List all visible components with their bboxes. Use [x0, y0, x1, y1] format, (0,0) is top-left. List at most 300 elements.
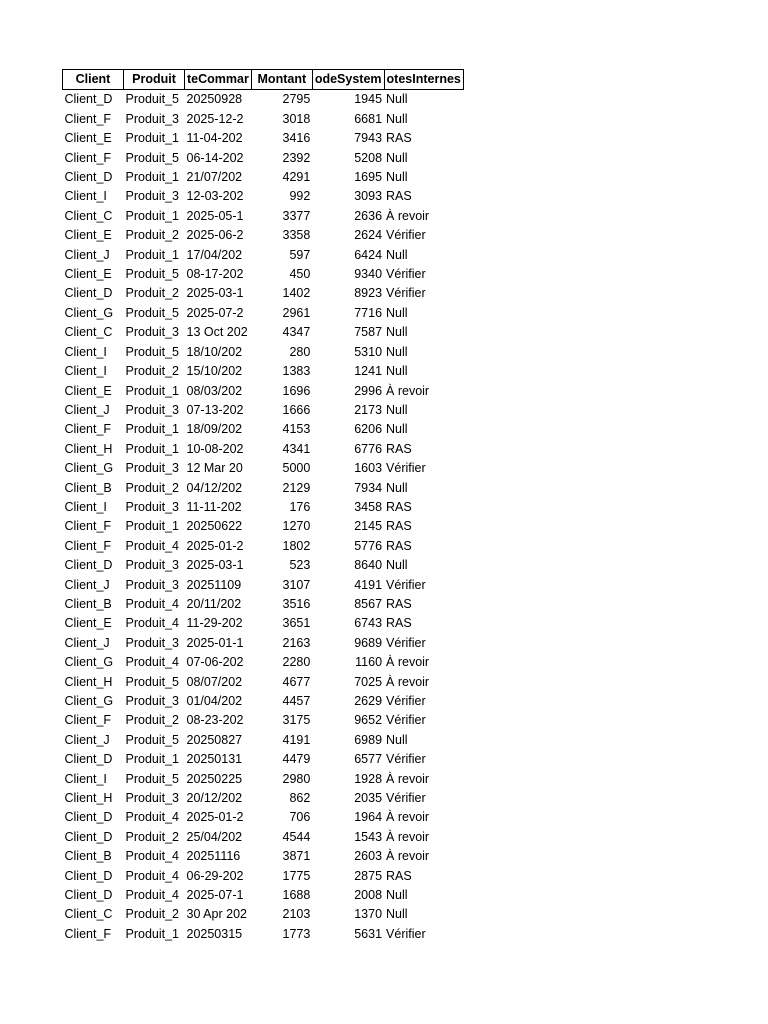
cell-date-commande[interactable]: 08/07/202	[186, 674, 243, 689]
cell-code-systeme[interactable]: 2173	[354, 402, 383, 417]
cell-produit[interactable]: Produit_5	[125, 771, 180, 786]
cell-produit[interactable]: Produit_1	[125, 383, 180, 398]
cell-notes-internes[interactable]: Vérifier	[386, 791, 426, 806]
cell-date-commande[interactable]: 20250225	[186, 771, 243, 786]
cell-client[interactable]: Client_E	[64, 228, 112, 243]
cell-montant[interactable]: 4544	[282, 829, 311, 844]
table-row	[63, 886, 464, 905]
cell-montant[interactable]: 2795	[282, 92, 311, 107]
cell-code-systeme[interactable]: 7943	[354, 131, 383, 146]
cell-code-systeme[interactable]: 1160	[355, 655, 383, 670]
cell-client[interactable]: Client_F	[64, 926, 112, 941]
table-row	[63, 673, 464, 692]
cell-montant[interactable]: 4347	[282, 325, 311, 340]
cell-date-commande[interactable]: 07-06-202	[186, 655, 244, 670]
cell-code-systeme[interactable]: 1695	[354, 170, 383, 185]
cell-produit[interactable]: Produit_1	[125, 170, 180, 185]
cell-notes-internes[interactable]: RAS	[386, 616, 412, 631]
cell-code-systeme[interactable]: 6424	[354, 247, 383, 262]
cell-produit[interactable]: Produit_1	[125, 422, 180, 437]
cell-client[interactable]: Client_E	[64, 131, 112, 146]
cell-code-systeme[interactable]: 3458	[354, 499, 383, 514]
cell-notes-internes[interactable]: Null	[386, 170, 408, 185]
cell-client[interactable]: Client_F	[64, 422, 112, 437]
cell-produit[interactable]: Produit_2	[125, 364, 180, 379]
table-row	[63, 362, 464, 381]
cell-montant[interactable]: 3871	[282, 849, 311, 864]
cell-date-commande[interactable]: 20251109	[186, 577, 242, 592]
cell-code-systeme[interactable]: 2636	[354, 208, 383, 223]
cell-notes-internes[interactable]: Null	[386, 325, 408, 340]
table-row	[63, 343, 464, 362]
cell-date-commande[interactable]: 18/10/202	[186, 344, 243, 359]
cell-client[interactable]: Client_H	[64, 441, 113, 456]
cell-client[interactable]: Client_D	[64, 286, 113, 301]
cell-montant[interactable]: 706	[289, 810, 311, 825]
cell-notes-internes[interactable]: RAS	[386, 131, 412, 146]
cell-montant[interactable]: 450	[289, 267, 311, 282]
cell-client[interactable]: Client_J	[64, 732, 110, 747]
cell-client[interactable]: Client_F	[64, 713, 112, 728]
cell-date-commande[interactable]: 13 Oct 202	[186, 325, 248, 340]
table-row	[63, 382, 464, 401]
cell-code-systeme[interactable]: 2624	[354, 228, 383, 243]
cell-produit[interactable]: Produit_5	[125, 92, 180, 107]
cell-montant[interactable]: 597	[289, 247, 311, 262]
cell-produit[interactable]: Produit_3	[125, 402, 180, 417]
header-notes-internes[interactable]: otesInternes	[384, 70, 463, 90]
cell-produit[interactable]: Produit_4	[125, 538, 180, 553]
table-row	[63, 828, 464, 847]
cell-date-commande[interactable]: 12 Mar 20	[186, 461, 243, 476]
cell-notes-internes[interactable]: Null	[386, 422, 408, 437]
cell-date-commande[interactable]: 11-04-202	[186, 131, 243, 146]
cell-client[interactable]: Client_F	[64, 150, 112, 165]
cell-montant[interactable]: 3651	[282, 616, 311, 631]
cell-date-commande[interactable]: 20/11/202	[186, 596, 242, 611]
cell-code-systeme[interactable]: 2008	[354, 888, 383, 903]
cell-code-systeme[interactable]: 2629	[354, 694, 383, 708]
cell-code-systeme[interactable]: 8923	[354, 286, 383, 301]
cell-notes-internes[interactable]: Vérifier	[386, 228, 426, 243]
cell-produit[interactable]: Produit_3	[125, 577, 180, 592]
cell-notes-internes[interactable]: Vérifier	[386, 926, 426, 941]
cell-client[interactable]: Client_H	[64, 791, 113, 806]
table-row	[63, 634, 464, 653]
cell-notes-internes[interactable]: Null	[386, 344, 408, 359]
cell-notes-internes[interactable]: Vérifier	[386, 286, 426, 301]
cell-client[interactable]: Client_H	[64, 674, 113, 689]
cell-date-commande[interactable]: 07-13-202	[186, 402, 244, 417]
cell-code-systeme[interactable]: 8567	[354, 596, 383, 611]
cell-client[interactable]: Client_D	[64, 92, 113, 107]
cell-produit[interactable]: Produit_3	[125, 635, 180, 650]
cell-date-commande[interactable]: 21/07/202	[186, 170, 243, 185]
cell-notes-internes[interactable]: RAS	[386, 538, 412, 553]
cell-montant[interactable]: 3377	[282, 208, 311, 223]
cell-date-commande[interactable]: 11-29-202	[186, 616, 243, 631]
table-row	[63, 168, 464, 187]
cell-produit[interactable]: Produit_5	[125, 674, 180, 689]
table-row	[63, 420, 464, 439]
cell-client[interactable]: Client_B	[64, 849, 112, 864]
cell-date-commande[interactable]: 20251116	[186, 849, 241, 864]
cell-montant[interactable]: 3416	[282, 131, 311, 146]
cell-montant[interactable]: 1775	[282, 868, 311, 883]
cell-montant[interactable]: 862	[289, 791, 311, 806]
cell-code-systeme[interactable]: 7934	[354, 480, 383, 495]
cell-client[interactable]: Client_F	[64, 538, 112, 553]
cell-produit[interactable]: Produit_1	[125, 441, 180, 456]
cell-montant[interactable]: 3358	[282, 228, 311, 243]
table-row	[63, 284, 464, 303]
cell-code-systeme[interactable]: 8640	[354, 558, 383, 573]
cell-code-systeme[interactable]: 3093	[354, 189, 383, 204]
header-client[interactable]: Client	[63, 70, 124, 90]
header-row	[63, 70, 464, 90]
cell-notes-internes[interactable]: Null	[386, 364, 408, 379]
cell-montant[interactable]: 2961	[282, 305, 311, 320]
cell-code-systeme[interactable]: 4191	[354, 577, 383, 592]
cell-montant[interactable]: 3175	[282, 713, 311, 728]
table-row	[63, 808, 464, 827]
cell-produit[interactable]: Produit_3	[125, 558, 180, 573]
cell-code-systeme[interactable]: 6989	[354, 732, 383, 747]
cell-notes-internes[interactable]: Vérifier	[386, 694, 426, 708]
cell-date-commande[interactable]: 20250827	[186, 732, 243, 747]
cell-produit[interactable]: Produit_2	[125, 907, 180, 922]
cell-produit[interactable]: Produit_3	[125, 461, 180, 476]
cell-client[interactable]: Client_I	[64, 344, 107, 359]
cell-produit[interactable]: Produit_1	[125, 131, 180, 146]
cell-code-systeme[interactable]: 2875	[354, 868, 383, 883]
cell-code-systeme[interactable]: 7587	[354, 325, 383, 340]
cell-produit[interactable]: Produit_3	[125, 111, 180, 126]
cell-date-commande[interactable]: 20/12/202	[186, 791, 243, 806]
cell-produit[interactable]: Produit_4	[125, 616, 180, 631]
cell-code-systeme[interactable]: 1928	[354, 771, 383, 786]
cell-date-commande[interactable]: 20250928	[186, 92, 243, 107]
cell-date-commande[interactable]: 2025-07-2	[186, 305, 244, 320]
cell-notes-internes[interactable]: Null	[386, 558, 408, 573]
cell-produit[interactable]: Produit_4	[125, 849, 180, 864]
cell-date-commande[interactable]: 20250622	[186, 519, 243, 534]
cell-code-systeme[interactable]: 9689	[354, 635, 383, 650]
cell-montant[interactable]: 1383	[282, 364, 311, 379]
cell-client[interactable]: Client_I	[64, 189, 107, 204]
cell-date-commande[interactable]: 20250315	[186, 926, 243, 941]
cell-montant[interactable]: 2280	[282, 655, 311, 670]
cell-date-commande[interactable]: 2025-03-1	[186, 286, 244, 301]
cell-code-systeme[interactable]: 1945	[354, 92, 383, 107]
cell-client[interactable]: Client_I	[64, 364, 107, 379]
cell-client[interactable]: Client_C	[64, 208, 113, 223]
cell-produit[interactable]: Produit_5	[125, 732, 180, 747]
cell-montant[interactable]: 2103	[282, 907, 311, 922]
table-row	[63, 498, 464, 517]
cell-code-systeme[interactable]: 2035	[354, 791, 383, 806]
cell-montant[interactable]: 1666	[282, 402, 311, 417]
cell-produit[interactable]: Produit_3	[125, 499, 180, 514]
cell-notes-internes[interactable]: Vérifier	[386, 752, 426, 767]
cell-date-commande[interactable]: 25/04/202	[186, 829, 243, 844]
cell-date-commande[interactable]: 17/04/202	[186, 247, 243, 262]
cell-client[interactable]: Client_J	[64, 635, 110, 650]
cell-notes-internes[interactable]: Null	[386, 888, 408, 903]
cell-produit[interactable]: Produit_2	[125, 286, 180, 301]
header-code-systeme[interactable]: odeSystem	[312, 70, 384, 90]
cell-date-commande[interactable]: 11-11-202	[186, 499, 242, 514]
cell-code-systeme[interactable]: 1964	[354, 810, 383, 825]
cell-client[interactable]: Client_I	[64, 771, 107, 786]
cell-notes-internes[interactable]: RAS	[386, 441, 412, 456]
cell-notes-internes[interactable]: À revoir	[386, 849, 430, 864]
cell-code-systeme[interactable]: 9652	[354, 713, 383, 728]
cell-montant[interactable]: 4153	[282, 422, 311, 437]
header-produit[interactable]: Produit	[124, 70, 185, 90]
cell-notes-internes[interactable]: RAS	[386, 868, 412, 883]
cell-produit[interactable]: Produit_1	[125, 752, 180, 767]
cell-montant[interactable]: 4457	[282, 694, 311, 708]
cell-client[interactable]: Client_G	[64, 461, 114, 476]
cell-code-systeme[interactable]: 2996	[354, 383, 383, 398]
cell-client[interactable]: Client_D	[64, 752, 113, 767]
cell-montant[interactable]: 2163	[282, 635, 311, 650]
table-row	[63, 867, 464, 886]
table-body	[63, 90, 464, 944]
cell-montant[interactable]: 1773	[282, 926, 311, 941]
table-row	[63, 207, 464, 226]
cell-code-systeme[interactable]: 6577	[354, 752, 383, 767]
cell-client[interactable]: Client_J	[64, 402, 110, 417]
cell-client[interactable]: Client_D	[64, 888, 113, 903]
cell-montant[interactable]: 280	[289, 344, 311, 359]
cell-montant[interactable]: 2392	[282, 150, 311, 165]
table-row	[63, 925, 464, 944]
cell-produit[interactable]: Produit_3	[125, 325, 180, 340]
cell-notes-internes[interactable]: Null	[386, 402, 408, 417]
cell-client[interactable]: Client_E	[64, 383, 112, 398]
cell-montant[interactable]: 2129	[282, 480, 311, 495]
cell-notes-internes[interactable]: RAS	[386, 499, 412, 514]
table-row	[63, 110, 464, 129]
cell-montant[interactable]: 5000	[282, 461, 311, 476]
cell-produit[interactable]: Produit_4	[125, 596, 180, 611]
cell-produit[interactable]: Produit_2	[125, 829, 180, 844]
cell-date-commande[interactable]: 08-17-202	[186, 267, 244, 282]
cell-code-systeme[interactable]: 6743	[354, 616, 383, 631]
cell-montant[interactable]: 1802	[282, 538, 311, 553]
cell-date-commande[interactable]: 04/12/202	[186, 480, 243, 495]
table-row	[63, 226, 464, 245]
cell-notes-internes[interactable]: À revoir	[386, 208, 430, 223]
cell-produit[interactable]: Produit_2	[125, 228, 180, 243]
cell-notes-internes[interactable]: RAS	[386, 596, 412, 611]
table-row	[63, 614, 464, 633]
cell-produit[interactable]: Produit_5	[125, 305, 180, 320]
cell-montant[interactable]: 3107	[282, 577, 311, 592]
cell-produit[interactable]: Produit_4	[125, 868, 180, 883]
cell-client[interactable]: Client_J	[64, 577, 110, 592]
cell-notes-internes[interactable]: Null	[386, 92, 408, 107]
cell-client[interactable]: Client_E	[64, 616, 112, 631]
cell-produit[interactable]: Produit_3	[125, 189, 180, 204]
cell-notes-internes[interactable]: Vérifier	[386, 713, 426, 728]
header-montant[interactable]: Montant	[251, 70, 312, 90]
cell-client[interactable]: Client_D	[64, 170, 113, 185]
cell-code-systeme[interactable]: 6206	[354, 422, 383, 437]
cell-montant[interactable]: 3018	[282, 111, 311, 126]
cell-date-commande[interactable]: 06-29-202	[186, 868, 244, 883]
cell-client[interactable]: Client_B	[64, 596, 112, 611]
cell-date-commande[interactable]: 2025-01-2	[186, 538, 244, 553]
cell-code-systeme[interactable]: 1370	[354, 907, 383, 922]
cell-client[interactable]: Client_C	[64, 907, 113, 922]
cell-client[interactable]: Client_G	[64, 305, 114, 320]
header-date-commande[interactable]: teCommar	[185, 70, 252, 90]
table-row	[63, 246, 464, 265]
cell-code-systeme[interactable]: 6776	[354, 441, 383, 456]
cell-notes-internes[interactable]: Vérifier	[386, 577, 426, 592]
cell-produit[interactable]: Produit_3	[125, 791, 180, 806]
cell-date-commande[interactable]: 2025-01-1	[186, 635, 244, 650]
cell-notes-internes[interactable]: Null	[386, 111, 408, 126]
table-row	[63, 692, 464, 711]
cell-produit[interactable]: Produit_1	[125, 926, 180, 941]
cell-client[interactable]: Client_I	[64, 499, 107, 514]
cell-code-systeme[interactable]: 1543	[354, 829, 383, 844]
cell-client[interactable]: Client_D	[64, 829, 113, 844]
cell-notes-internes[interactable]: Null	[386, 150, 408, 165]
cell-code-systeme[interactable]: 7716	[354, 305, 383, 320]
cell-date-commande[interactable]: 2025-07-1	[186, 888, 244, 903]
cell-notes-internes[interactable]: Null	[386, 907, 408, 922]
cell-produit[interactable]: Produit_4	[125, 888, 180, 903]
cell-notes-internes[interactable]: Null	[386, 732, 408, 747]
data-table	[62, 69, 464, 944]
cell-client[interactable]: Client_D	[64, 810, 113, 825]
cell-client[interactable]: Client_G	[64, 694, 114, 708]
cell-date-commande[interactable]: 2025-03-1	[186, 558, 244, 573]
cell-produit[interactable]: Produit_4	[125, 810, 180, 825]
cell-client[interactable]: Client_F	[64, 111, 112, 126]
cell-code-systeme[interactable]: 2603	[354, 849, 383, 864]
cell-notes-internes[interactable]: Vérifier	[386, 635, 426, 650]
cell-produit[interactable]: Produit_2	[125, 713, 180, 728]
cell-montant[interactable]: 4677	[282, 674, 311, 689]
cell-client[interactable]: Client_G	[64, 655, 114, 670]
cell-notes-internes[interactable]: À revoir	[386, 383, 430, 398]
cell-code-systeme[interactable]: 5208	[354, 150, 383, 165]
cell-date-commande[interactable]: 30 Apr 202	[186, 907, 247, 922]
cell-notes-internes[interactable]: Vérifier	[386, 461, 426, 476]
cell-notes-internes[interactable]: À revoir	[386, 655, 430, 670]
cell-produit[interactable]: Produit_5	[125, 267, 180, 282]
cell-date-commande[interactable]: 08/03/202	[186, 383, 243, 398]
table-row	[63, 323, 464, 342]
cell-code-systeme[interactable]: 5776	[354, 538, 383, 553]
cell-produit[interactable]: Produit_3	[125, 694, 180, 708]
cell-client[interactable]: Client_D	[64, 558, 113, 573]
table-row	[63, 556, 464, 575]
cell-produit[interactable]: Produit_2	[125, 480, 180, 495]
cell-date-commande[interactable]: 20250131	[186, 752, 243, 767]
cell-produit[interactable]: Produit_4	[125, 655, 180, 670]
cell-montant[interactable]: 4479	[282, 752, 311, 767]
table-row	[63, 517, 464, 536]
cell-notes-internes[interactable]: À revoir	[386, 829, 430, 844]
cell-montant[interactable]: 1402	[282, 286, 311, 301]
table-row	[63, 905, 464, 924]
cell-client[interactable]: Client_F	[64, 519, 112, 534]
cell-montant[interactable]: 992	[289, 189, 311, 204]
cell-code-systeme[interactable]: 9340	[354, 267, 383, 282]
cell-montant[interactable]: 4341	[282, 441, 311, 456]
cell-date-commande[interactable]: 2025-05-1	[186, 208, 244, 223]
cell-date-commande[interactable]: 10-08-202	[186, 441, 244, 456]
cell-montant[interactable]: 3516	[282, 596, 311, 611]
cell-produit[interactable]: Produit_1	[125, 519, 180, 534]
cell-produit[interactable]: Produit_5	[125, 344, 180, 359]
cell-montant[interactable]: 176	[289, 499, 311, 514]
cell-notes-internes[interactable]: Null	[386, 305, 408, 320]
table-row	[63, 304, 464, 323]
cell-client[interactable]: Client_E	[64, 267, 112, 282]
cell-produit[interactable]: Produit_1	[125, 208, 180, 223]
cell-date-commande[interactable]: 06-14-202	[186, 150, 244, 165]
cell-montant[interactable]: 2980	[282, 771, 311, 786]
cell-montant[interactable]: 1270	[282, 519, 311, 534]
table-row	[63, 537, 464, 556]
cell-notes-internes[interactable]: Vérifier	[386, 267, 426, 282]
cell-montant[interactable]: 1688	[282, 888, 311, 903]
cell-date-commande[interactable]: 2025-06-2	[186, 228, 244, 243]
cell-date-commande[interactable]: 2025-01-2	[186, 810, 244, 825]
cell-montant[interactable]: 4291	[282, 170, 311, 185]
cell-date-commande[interactable]: 08-23-202	[186, 713, 244, 728]
cell-code-systeme[interactable]: 1603	[354, 461, 383, 476]
cell-produit[interactable]: Produit_1	[125, 247, 180, 262]
cell-client[interactable]: Client_J	[64, 247, 110, 262]
cell-date-commande[interactable]: 12-03-202	[186, 189, 244, 204]
cell-date-commande[interactable]: 18/09/202	[186, 422, 243, 437]
cell-date-commande[interactable]: 15/10/202	[186, 364, 243, 379]
cell-montant[interactable]: 523	[289, 558, 311, 573]
cell-client[interactable]: Client_D	[64, 868, 113, 883]
cell-code-systeme[interactable]: 5310	[354, 344, 383, 359]
cell-code-systeme[interactable]: 2145	[354, 519, 383, 534]
cell-code-systeme[interactable]: 5631	[354, 926, 383, 941]
cell-notes-internes[interactable]: RAS	[386, 519, 412, 534]
cell-client[interactable]: Client_B	[64, 480, 112, 495]
cell-code-systeme[interactable]: 1241	[354, 364, 383, 379]
cell-notes-internes[interactable]: À revoir	[386, 810, 430, 825]
cell-notes-internes[interactable]: RAS	[386, 189, 412, 204]
cell-code-systeme[interactable]: 7025	[354, 674, 383, 689]
cell-notes-internes[interactable]: À revoir	[386, 771, 430, 786]
cell-montant[interactable]: 1696	[282, 383, 311, 398]
table-row	[63, 847, 464, 866]
cell-produit[interactable]: Produit_5	[125, 150, 180, 165]
cell-date-commande[interactable]: 2025-12-2	[186, 111, 244, 126]
cell-notes-internes[interactable]: Null	[386, 247, 408, 262]
cell-notes-internes[interactable]: Null	[386, 480, 408, 495]
cell-code-systeme[interactable]: 6681	[354, 111, 383, 126]
cell-client[interactable]: Client_C	[64, 325, 113, 340]
cell-date-commande[interactable]: 01/04/202	[186, 694, 243, 708]
cell-notes-internes[interactable]: À revoir	[386, 674, 430, 689]
cell-montant[interactable]: 4191	[282, 732, 311, 747]
